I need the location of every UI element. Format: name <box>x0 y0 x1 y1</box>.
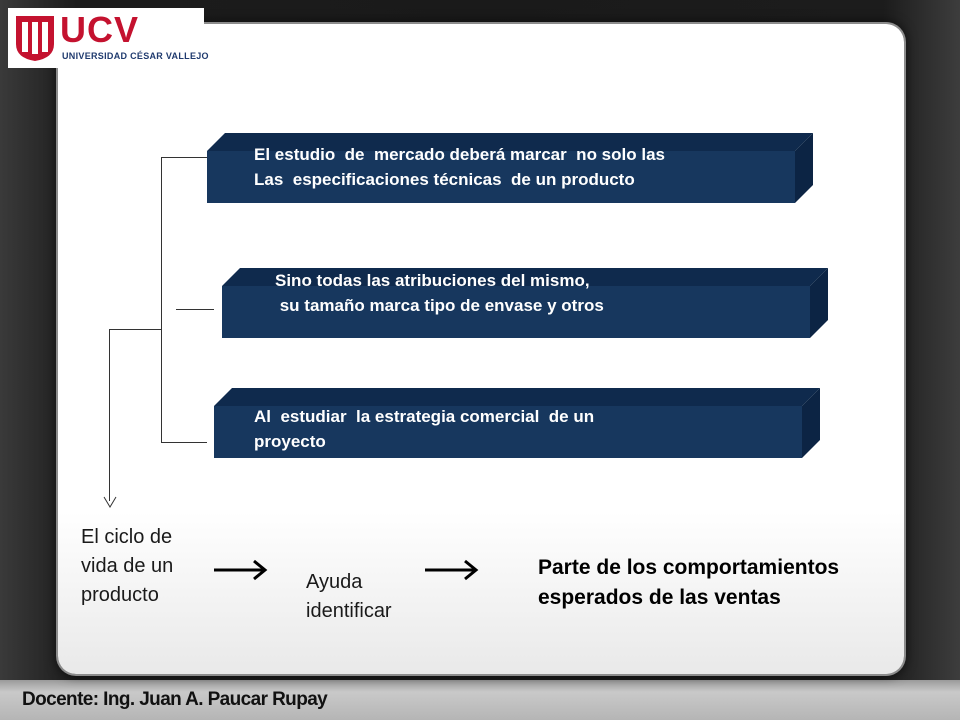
connector-bottom-h <box>162 442 207 443</box>
info-box-1-text: El estudio de mercado deberá marcar no solo las Las especificaciones técnicas de un producto <box>254 145 665 189</box>
flow-middle-text: Ayuda identificar <box>306 571 392 622</box>
logo-backdrop <box>58 66 154 102</box>
logo-wordmark: UCV <box>60 9 140 50</box>
down-arrow-icon <box>103 494 117 508</box>
info-box-2 <box>222 268 830 338</box>
flow-start-text: El ciclo de vida de un producto <box>81 526 174 606</box>
connector-down <box>109 329 110 501</box>
ucv-shield-icon <box>14 14 56 62</box>
flow-end-text: Parte de los comportamientos esperados de las ventas <box>538 556 840 609</box>
ucv-logo <box>8 8 209 68</box>
right-arrow-icon-1 <box>212 558 268 582</box>
connector-join-h <box>109 329 162 330</box>
connector-top-h <box>162 157 207 158</box>
right-arrow-icon-2 <box>423 558 479 582</box>
connector-spine <box>161 157 162 443</box>
info-box-3 <box>214 388 822 458</box>
instructor-footer: Docente: Ing. Juan A. Paucar Rupay <box>22 689 328 710</box>
info-box-2-text: Sino todas las atribuciones del mismo, su tamaño marca tipo de envase y otros <box>275 271 604 315</box>
logo-subtitle: UNIVERSIDAD CÉSAR VALLEJO <box>62 51 209 61</box>
info-box-1 <box>207 133 815 203</box>
connector-mid-h <box>176 309 214 310</box>
info-box-3-text: Al estudiar la estrategia comercial de un proyecto <box>254 407 595 451</box>
